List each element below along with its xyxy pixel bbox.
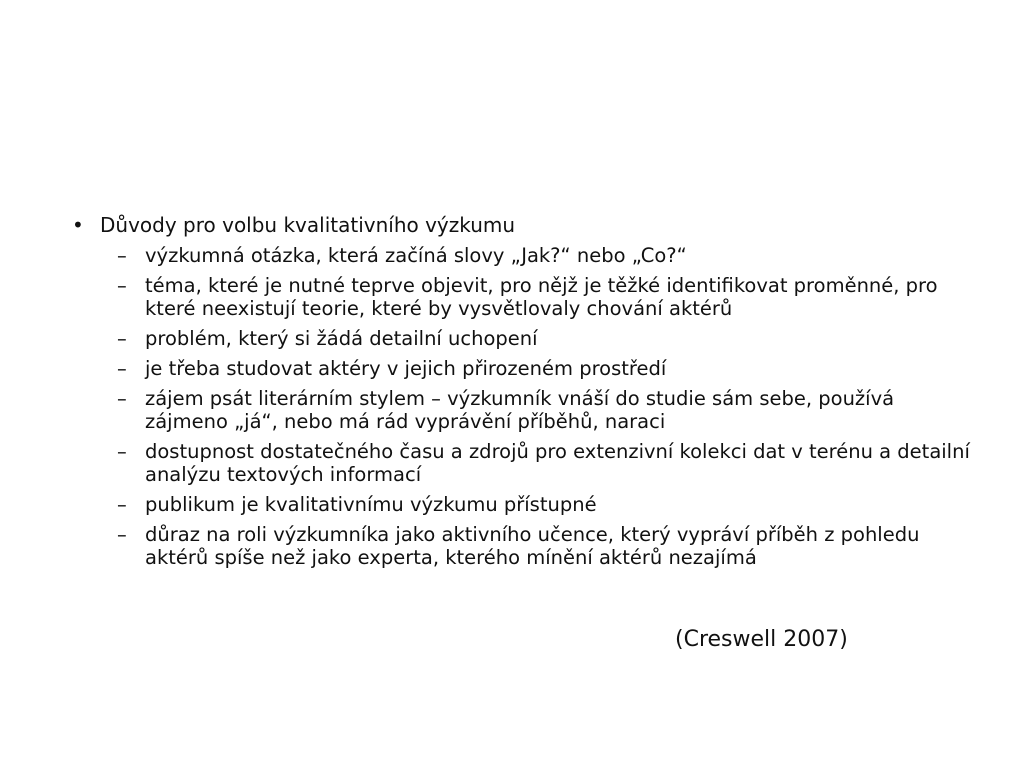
- main-point-text: Důvody pro volbu kvalitativního výzkumu: [100, 213, 516, 237]
- sub-point-item: [72, 440, 980, 486]
- sub-point-text: publikum je kvalitativnímu výzkumu přístupné: [145, 493, 597, 516]
- sub-point-list: [72, 244, 972, 569]
- sub-point-item: [72, 357, 980, 380]
- sub-point-item: [72, 244, 980, 267]
- dash-icon: –: [117, 327, 127, 350]
- sub-point-item: [72, 327, 980, 350]
- sub-point-item: [72, 274, 980, 320]
- sub-point-text: téma, které je nutné teprve objevit, pro nějž je těžké identifikovat proměnné, pro které neexistují teorie, které by vysvětlovaly chování aktérů: [145, 274, 938, 320]
- sub-point-text: zájem psát literárním stylem – výzkumník vnáší do studie sám sebe, používá zájmeno „já“, nebo má rád vyprávění příběhů, naraci: [145, 387, 895, 433]
- main-bullet-item: [72, 213, 972, 238]
- dash-icon: –: [117, 493, 127, 516]
- sub-point-text: je třeba studovat aktéry v jejich přirozeném prostředí: [145, 357, 667, 380]
- dash-icon: –: [117, 387, 127, 410]
- sub-point-text: důraz na roli výzkumníka jako aktivního učence, který vypráví příběh z pohledu aktérů spíše než jako experta, kterého mínění aktérů nezajímá: [145, 523, 920, 569]
- dash-icon: –: [117, 440, 127, 463]
- sub-point-item: [72, 387, 980, 433]
- dash-icon: –: [117, 523, 127, 546]
- sub-point-text: problém, který si žádá detailní uchopení: [145, 327, 538, 350]
- slide-content: [72, 213, 972, 576]
- dash-icon: –: [117, 244, 127, 267]
- sub-point-text: dostupnost dostatečného času a zdrojů pro extenzivní kolekci dat v terénu a detailní analýzu textových informací: [145, 440, 970, 486]
- sub-point-item: [72, 493, 980, 516]
- sub-point-item: [72, 523, 980, 569]
- bullet-icon: •: [72, 213, 84, 237]
- dash-icon: –: [117, 357, 127, 380]
- dash-icon: –: [117, 274, 127, 297]
- sub-point-text: výzkumná otázka, která začíná slovy „Jak?“ nebo „Co?“: [145, 244, 687, 267]
- citation: (Creswell 2007): [675, 627, 848, 652]
